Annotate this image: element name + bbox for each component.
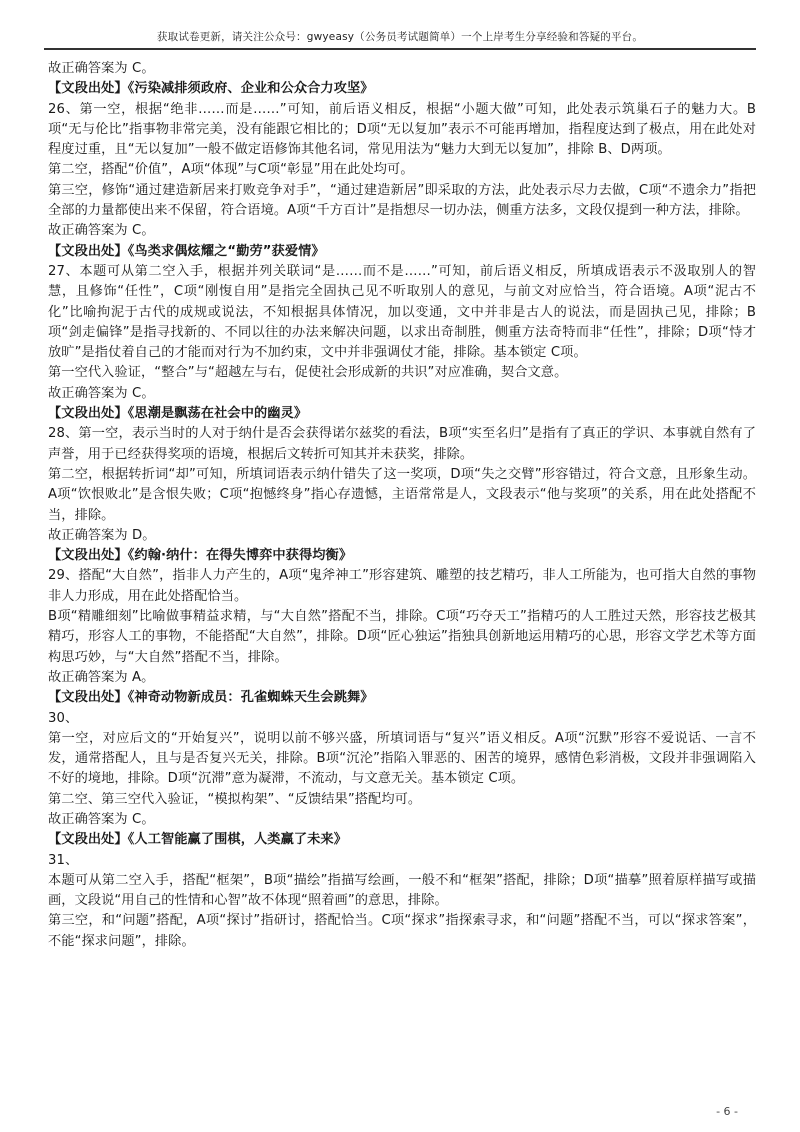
- answer-line: 故正确答案为 C。: [48, 811, 155, 827]
- explanation-paragraph: 第一空，对应后文的“开始复兴”，说明以前不够兴盛，所填词语与“复兴”语义相反。A项“沉默”形容不爱说话、一言不发，通常搭配人，且与是否复兴无关，排除。B项“沉沦”指陷入罪恶的、困苦的境界，感情色彩消极，文段并非强调陷入不好的境地，排除。D项“沉滞”意为凝滞，不流动，与文意无关。基本锁定 C项。: [48, 730, 756, 787]
- page-number: - 6 -: [716, 1105, 738, 1118]
- explanation-paragraph: B项“精雕细刻”比喻做事精益求精，与“大自然”搭配不当，排除。C项“巧夺天工”指精巧的人工胜过天然，形容技艺极其精巧，形容人工的事物，不能搭配“大自然”，排除。D项“匠心独运”指独具创新地运用精巧的心思，形容文学艺术等方面构思巧妙，与“大自然”搭配不当，排除。: [48, 609, 756, 665]
- source-line: 【文段出处】《鸟类求偶炫耀之“勤劳”获爱情》: [48, 243, 325, 259]
- explanation-paragraph: 第二空，搭配“价值”，A项“体现”与C项“彰显”用在此处均可。: [48, 162, 414, 178]
- answer-explanations: [48, 59, 756, 952]
- explanation-paragraph: 第二空，根据转折词“却”可知，所填词语表示纳什错失了这一奖项，D项“失之交臂”形容错过，符合文意，且形象生动。A项“饮恨败北”是含恨失败；C项“抱憾终身”指心存遗憾，主语常常是人，文段表示“他与奖项”的关系，用在此处搭配不当，排除。: [48, 466, 756, 523]
- explanation-paragraph: 第三空，和“问题”搭配，A项“探讨”指研讨，搭配恰当。C项“探求”指探索寻求，和“问题”搭配不当，可以“探求答案”，不能“探求问题”，排除。: [48, 913, 756, 949]
- explanation-paragraph: 本题可从第二空入手，搭配“框架”，B项“描绘”指描写绘画，一般不和“框架”搭配，排除；D项“描摹”照着原样描写或描画，文段说“用自己的性情和心智”故不体现“照着画”的意思，排除。: [48, 872, 756, 909]
- explanation-paragraph: 26、第一空，根据“绝非……而是……”可知，前后语义相反，根据“小题大做”可知，此处表示筑巢石子的魅力大。B项“无与伦比”指事物非常完美，没有能跟它相比的；D项“无以复加”表示不可能再增加，指程度达到了极点，用在此处对程度过重，且“无以复加”一般不做定语修饰其他名词，常见用法为“魅力大到无以复加”，排除 B、D两项。: [48, 101, 756, 158]
- answer-line: 故正确答案为 C。: [48, 61, 155, 76]
- explanation-paragraph: 第二空、第三空代入验证，“模拟构架”、“反馈结果”搭配均可。: [48, 791, 422, 807]
- answer-line: 故正确答案为 D。: [48, 527, 156, 543]
- explanation-paragraph: 27、本题可从第二空入手，根据并列关联词“是……而不是……”可知，前后语义相反，所填成语表示不汲取别人的智慧，且修饰“任性”，C项“刚愎自用”是指完全固执己见不听取别人的意见，与前文对应恰当，符合语境。A项“泥古不化”比喻拘泥于古代的成规或说法，不知根据具体情况，加以变通，文中并非是古人的说法，而是固执己见，排除；B项“剑走偏锋”是指寻找新的、不同以往的办法来解决问题，以求出奇制胜，侧重方法奇特而非“任性”，排除；D项“恃才放旷”是指仗着自己的才能而对行为不加约束，文中并非强调仗才能，排除。基本锁定 C项。: [48, 263, 756, 361]
- question-number: 30、: [48, 710, 79, 726]
- question-number: 31、: [48, 852, 79, 868]
- explanation-paragraph: 第三空，修饰“通过建造新居来打败竞争对手”，“通过建造新居”即采取的方法，此处表示尽力去做，C项“不遗余力”指把全部的力量都使出来不保留，符合语境。A项“千方百计”是指想尽一切办法，侧重方法多，文段仅提到一种方法，排除。: [48, 182, 756, 219]
- explanation-paragraph: 29、搭配“大自然”，指非人力产生的，A项“鬼斧神工”形容建筑、雕塑的技艺精巧，非人工所能为，也可指大自然的事物非人力形成，用在此处搭配恰当。: [48, 568, 756, 604]
- answer-line: 故正确答案为 C。: [48, 385, 155, 401]
- source-line: 【文段出处】《人工智能赢了围棋，人类赢了未来》: [48, 832, 348, 848]
- source-line: 【文段出处】《神奇动物新成员：孔雀蜘蛛天生会跳舞》: [48, 690, 374, 706]
- explanation-paragraph: 28、第一空，表示当时的人对于纳什是否会获得诺尔兹奖的看法，B项“实至名归”是指有了真正的学识、本事就自然有了声誉，用于已经获得奖项的语境，根据后文转折可知其并未获奖，排除。: [48, 426, 756, 462]
- header-divider: [44, 48, 756, 50]
- source-line: 【文段出处】《污染减排须政府、企业和公众合力攻坚》: [48, 81, 374, 97]
- explanation-paragraph: 第一空代入验证，“整合”与“超越左与右，促使社会形成新的共识”对应准确，契合文意。: [48, 365, 568, 381]
- page-header: 获取试卷更新，请关注公众号：gwyeasy（公务员考试题简单）一个上岸考生分享经验和答疑的平台。: [156, 31, 644, 43]
- answer-line: 故正确答案为 C。: [48, 223, 155, 239]
- answer-line: 故正确答案为 A。: [48, 669, 155, 685]
- source-line: 【文段出处】《约翰·纳什：在得失博弈中获得均衡》: [48, 548, 353, 564]
- source-line: 【文段出处】《思潮是飘荡在社会中的幽灵》: [48, 406, 308, 422]
